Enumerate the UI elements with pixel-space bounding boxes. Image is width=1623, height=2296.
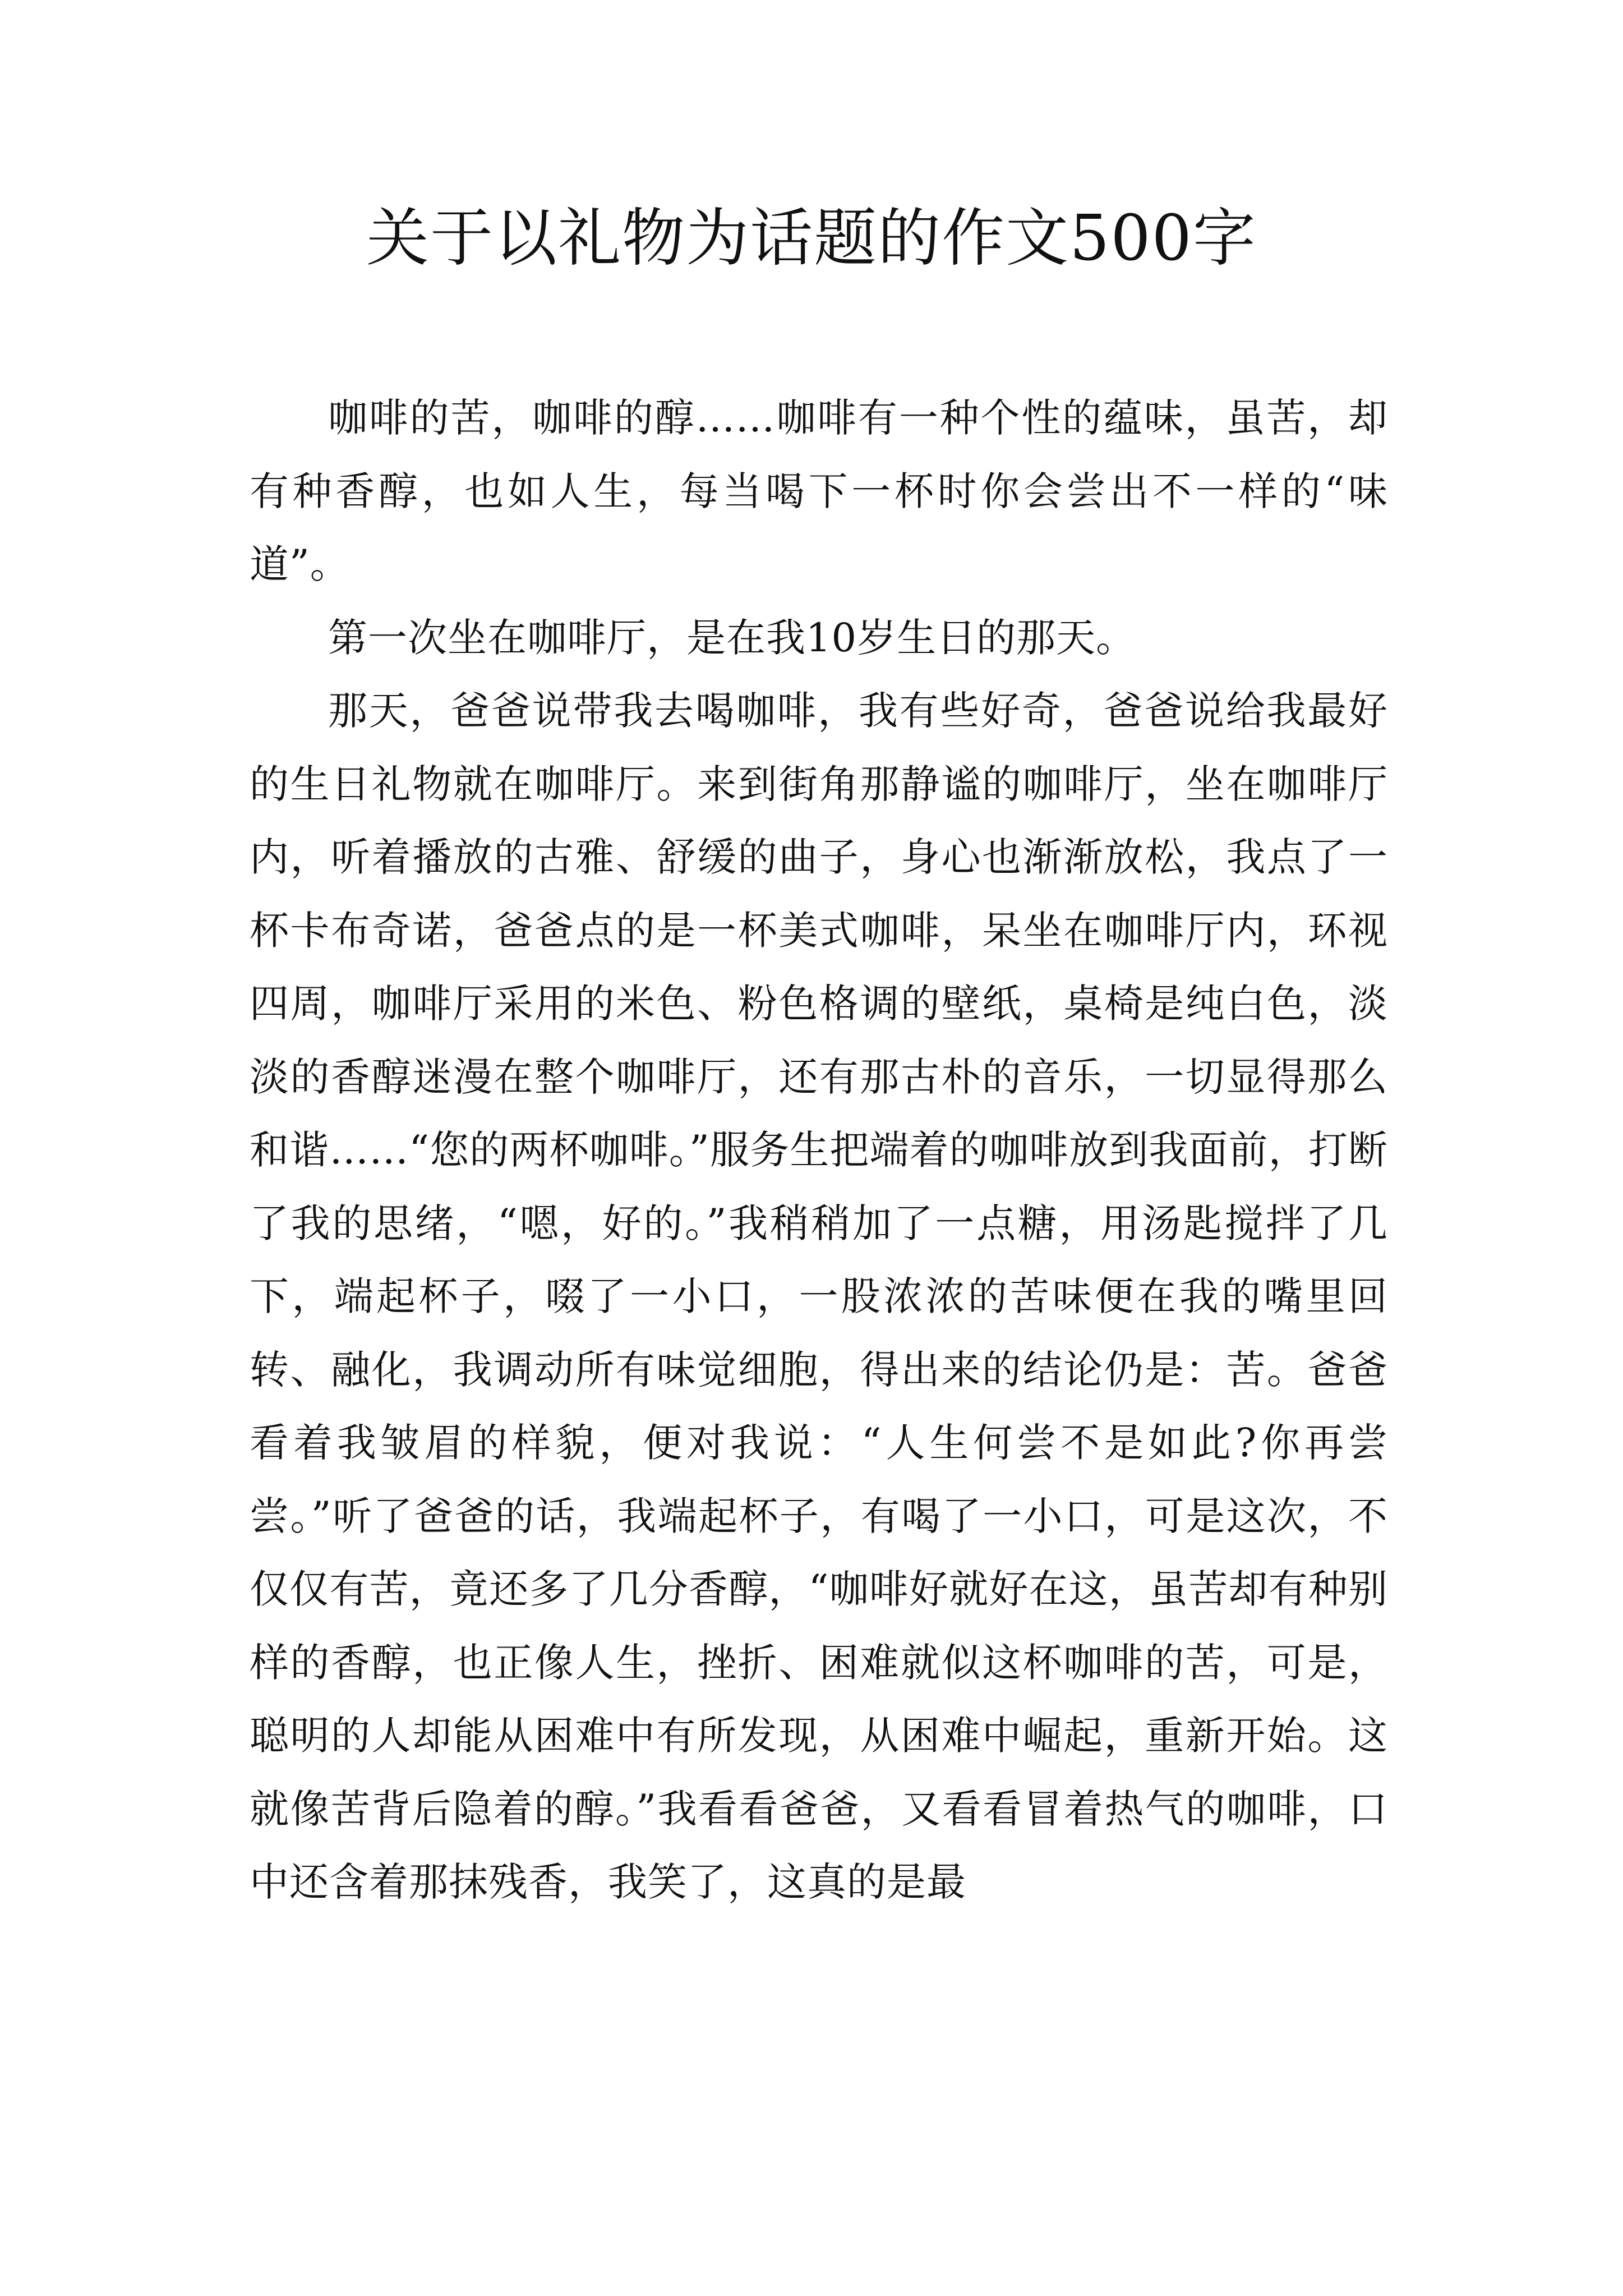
paragraph-1: 咖啡的苦，咖啡的醇……咖啡有一种个性的蕴味，虽苦，却有种香醇，也如人生，每当喝下一杯时你会尝出不一样的“味道”。 xyxy=(250,395,1388,587)
document-title: 关于以礼物为话题的作文500字 xyxy=(366,202,1257,275)
paragraph-2: 第一次坐在咖啡厅，是在我10岁生日的那天。 xyxy=(328,614,1136,661)
paragraph-3: 那天，爸爸说带我去喝咖啡，我有些好奇，爸爸说给我最好的生日礼物就在咖啡厅。来到街角那静谧的咖啡厅，坐在咖啡厅内，听着播放的古雅、舒缓的曲子，身心也渐渐放松，我点了一杯卡布奇诺，爸爸点的是一杯美式咖啡，呆坐在咖啡厅内，环视四周，咖啡厅采用的米色、粉色格调的壁纸，桌椅是纯白色，淡淡的香醇迷漫在整个咖啡厅，还有那古朴的音乐，一切显得那么和谐……“您的两杯咖啡。”服务生把端着的咖啡放到我面前，打断了我的思绪，“嗯，好的。”我稍稍加了一点糖，用汤匙搅拌了几下，端起杯子，啜了一小口，一股浓浓的苦味便在我的嘴里回转、融化，我调动所有味觉细胞，得出来的结论仍是：苦。爸爸看着我皱眉的样貌，便对我说：“人生何尝不是如此?你再尝尝。”听了爸爸的话，我端起杯子，有喝了一小口，可是这次，不仅仅有苦，竟还多了几分香醇，“咖啡好就好在这，虽苦却有种别样的香醇，也正像人生，挫折、困难就似这杯咖啡的苦，可是，聪明的人却能从困难中有所发现，从困难中崛起，重新开始。这就像苦背后隐着的醇。”我看看爸爸，又看看冒着热气的咖啡，口中还含着那抹残香，我笑了，这真的是最 xyxy=(250,688,1388,1905)
document-body xyxy=(250,381,1388,2177)
